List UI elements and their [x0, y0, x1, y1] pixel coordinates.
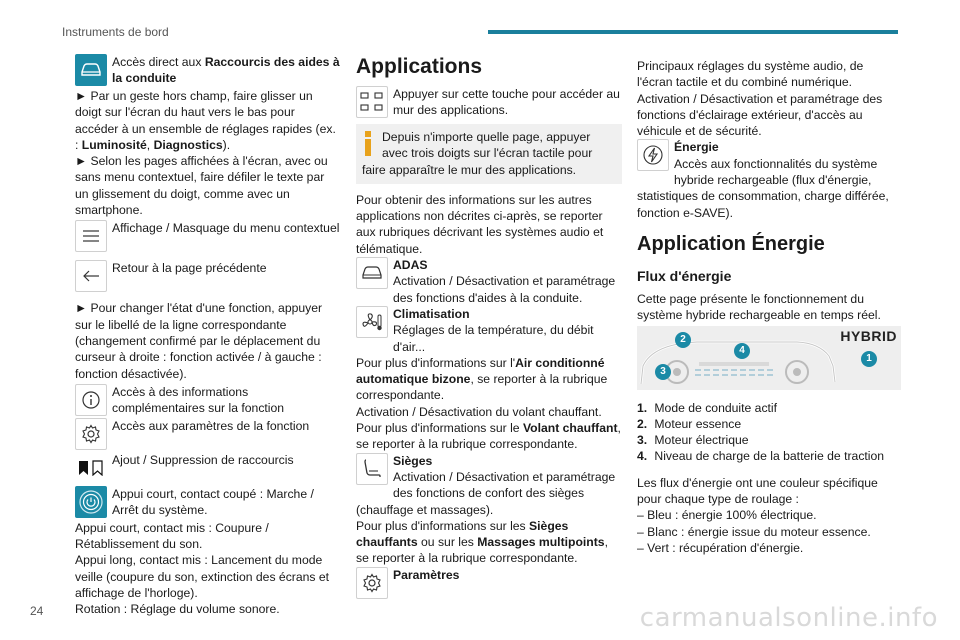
back-arrow-icon	[75, 260, 107, 292]
legend-list	[637, 400, 901, 465]
car-shortcut-icon	[75, 54, 107, 86]
applications-title: Applications	[356, 55, 483, 78]
info-box	[356, 124, 622, 184]
energy-title: Énergie	[674, 140, 719, 155]
callout-2: 2	[675, 332, 691, 348]
apps-label: Appuyer sur cette touche pour accéder au mur des applications.	[393, 87, 620, 118]
climate-more: Pour plus d'informations sur l'Air conditionné automatique bizone, se reporter à la rubrique correspondante.	[356, 355, 608, 403]
toggle-instruction: ► Pour changer l'état d'une fonction, appuyer sur le libellé de la ligne correspondante (changement confirmé par le déplacement du curseur à droite : fonction activée / à gauche : fonction désactivée).	[75, 301, 323, 381]
shortcut-text: Accès direct aux Raccourcis des aides à la conduite	[112, 55, 340, 86]
callout-3: 3	[655, 364, 671, 380]
gear-icon	[75, 418, 107, 450]
info-box-text: Depuis n'importe quelle page, appuyer avec trois doigts sur l'écran tactile pour faire apparaître le mur des applications.	[362, 130, 593, 177]
apps-grid-icon	[356, 86, 388, 118]
seats-title: Sièges	[393, 453, 433, 468]
info-icon	[75, 384, 107, 416]
list-item: 2. Moteur essence	[637, 416, 742, 431]
apps-intro: Pour obtenir des informations sur les autres applications non décrites ci-après, se reporter aux rubriques décrivant les systèmes audio et télématique.	[356, 192, 604, 256]
callout-4: 4	[734, 343, 750, 359]
watermark: carmanualsonline.info	[639, 603, 938, 633]
gear-icon	[356, 567, 388, 599]
seats-text: Activation / Désactivation et paramétrage des fonctions de confort des sièges (chauffage et massages).	[356, 469, 616, 517]
adas-car-icon	[356, 257, 388, 289]
list-item: 4. Niveau de charge de la batterie de traction	[637, 449, 885, 464]
energy-app-title: Application Énergie	[637, 232, 825, 255]
header-accent-bar	[488, 30, 898, 34]
back-label: Retour à la page précédente	[112, 261, 267, 276]
power-short-contact: Appui court, contact mis : Coupure / Rétablissement du son.	[75, 520, 269, 552]
parameters-title: Paramètres	[393, 567, 460, 582]
energy-flow-text: Cette page présente le fonctionnement du système hybride rechargeable en temps réel.	[637, 291, 881, 323]
swipe-instruction: ► Par un geste hors champ, faire glisser un doigt sur l'écran du haut vers le bas pour accéder à un ensemble de réglages rapides (ex. : Luminosité, Diagnostics).	[75, 89, 336, 152]
list-item: – Blanc : énergie issue du moteur essence.	[637, 524, 871, 539]
climate-fan-icon	[356, 306, 388, 338]
power-label: Appui court, contact coupé : Marche / Arrêt du système.	[112, 486, 314, 518]
column-3	[637, 58, 901, 556]
hybrid-label: HYBRID	[840, 327, 897, 344]
menu-icon	[75, 220, 107, 252]
list-item: 1. Mode de conduite actif	[637, 400, 778, 415]
settings-label: Accès aux paramètres de la fonction	[112, 418, 310, 433]
column-1	[75, 54, 340, 618]
list-item: – Bleu : énergie 100% électrique.	[637, 508, 817, 523]
bookmark-icon	[75, 452, 107, 484]
heated-wheel-more: Pour plus d'informations sur le Volant chauffant, se reporter à la rubrique correspondante.	[356, 421, 621, 452]
adas-text: Activation / Désactivation et paramétrage des fonctions d'aides à la conduite.	[393, 274, 616, 305]
energy-bolt-icon	[637, 139, 669, 171]
climate-title: Climatisation	[393, 306, 470, 321]
seats-more: Pour plus d'informations sur les Sièges chauffants ou sur les Massages multipoints, se reporter à la rubrique correspondante.	[356, 518, 608, 566]
heated-wheel-text: Activation / Désactivation du volant chauffant.	[356, 404, 602, 419]
menu-label: Affichage / Masquage du menu contextuel	[112, 221, 340, 236]
list-item: 3. Moteur électrique	[637, 433, 749, 448]
callout-1: 1	[861, 351, 877, 367]
settings-lighting-text: Activation / Désactivation et paramétrage des fonctions d'éclairage extérieur, d'accès au véhicule et de sécurité.	[637, 91, 883, 139]
page-number: 24	[30, 604, 44, 618]
flow-colors-intro: Les flux d'énergie ont une couleur spécifique pour chaque type de roulage :	[637, 475, 878, 507]
settings-audio-text: Principaux réglages du système audio, de l'écran tactile et du combiné numérique.	[637, 59, 864, 90]
hybrid-flow-illustration	[637, 326, 901, 390]
info-marker-icon	[362, 129, 374, 157]
power-knob-icon	[75, 486, 107, 518]
info-label: Accès à des informations complémentaires sur la fonction	[112, 384, 285, 416]
power-long-contact: Appui long, contact mis : Lancement du mode veille (coupure du son, extinction des écrans et affichage de l'horloge).	[75, 553, 330, 601]
climate-text: Réglages de la température, du débit d'air...	[393, 323, 594, 354]
running-header: Instruments de bord	[62, 25, 169, 39]
seat-icon	[356, 453, 388, 485]
energy-flow-title: Flux d'énergie	[637, 267, 732, 284]
energy-text: Accès aux fonctionnalités du système hybride rechargeable (flux d'énergie, statistiques de consommation, charge différée, fonction e-SAVE).	[637, 156, 889, 220]
column-2	[356, 54, 622, 601]
scroll-instruction: ► Selon les pages affichées à l'écran, avec ou sans menu contextuel, faire défiler le texte par un glissement du doigt, comme avec un smartphone.	[75, 154, 328, 218]
adas-title: ADAS	[393, 258, 428, 273]
power-rotation: Rotation : Réglage du volume sonore.	[75, 602, 280, 617]
list-item: – Vert : récupération d'énergie.	[637, 540, 804, 555]
bookmark-label: Ajout / Suppression de raccourcis	[112, 452, 294, 467]
